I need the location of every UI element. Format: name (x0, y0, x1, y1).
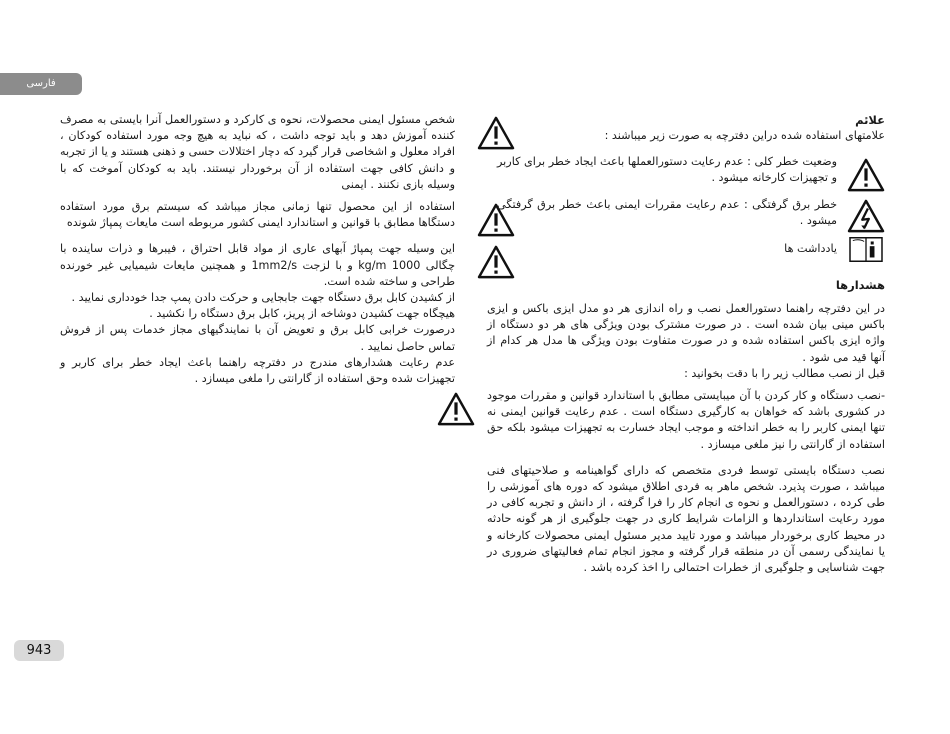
installer-qualification-text: نصب دستگاه بایستی توسط فردی متخصص که دارای گواهینامه و صلاحیتهای فنی میباشد ، صورت پذیرد. شخص ماهر به فردی اطلاق میشود که دوره های آموزشی را طی کرده ، دستورالعمل و نحوه ی انجام کار را فرا گرفته ، از دانش و تجربه کافی در مورد رعایت استانداردها و الزامات شرایط کاری در جهت جلوگیری از هر گونه حادثه در محیط کاری برخوردار میباشد و مورد تایید مدیر مسئول ایمنی محصولات کارخانه و یا نمایندگی رسمی آن در منطقه قرار گرفته و مجوز انجام تمام فعالیتهای ضروری در جهت شناسایی و جلوگیری از خطرات احتمالی را اخذ کرده باشد . (487, 463, 885, 575)
before-install-text: قبل از نصب مطالب زیر را با دقت بخوانید : (684, 366, 885, 380)
general-danger-item (487, 154, 885, 186)
electric-danger-item (487, 197, 885, 229)
install-warning-text: -نصب دستگاه و کار کردن با آن میبایستی مطابق با استاندارد قوانین و مقررات موجود در کشوری باشد که خواهان به کارگیری دستگاه است . عدم رعایت قوانین ایمنی نه تنها ایمنی کاربر را به خطر انداخته و موجب ایجاد خسارت به تجهیزات میشود بلکه حق استفاده از گارانتی را نیز ملغی میسازد . (487, 389, 885, 451)
warnings-intro: در این دفترچه راهنما دستورالعمل نصب و راه اندازی هر دو مدل ایزی باکس و ایزی باکس مینی بیان شده است . در صورت مشترک بودن ویژگی های هر دو دستگاه از واژه ایزی باکس استفاده شده و در صورت متفاوت بودن ویژگی ها مدل هر کدام از آنها قید می شود . (487, 302, 885, 364)
electric-hazard-icon (847, 199, 885, 233)
warranty-void-warning: عدم رعایت هشدارهای مندرج در دفترچه راهنما باعث ایجاد خطر برای کاربر و تجهیزات شده وحق استفاده از گارانتی را ملغی میسازد . (60, 355, 455, 386)
page-number: 943 (14, 640, 64, 661)
plug-pulling-warning: هیچگاه جهت کشیدن دوشاخه از پریز، کابل برق دستگاه را نکشید . (149, 307, 455, 321)
symbols-heading: علائم (855, 113, 885, 127)
install-warning-item (487, 388, 885, 453)
safety-responsibility-block (60, 112, 513, 193)
electrical-compliance-text: استفاده از این محصول تنها زمانی مجاز میباشد که سیستم برق مورد استفاده دستگاها مطابق با قوانین و استاندارد ایمنی کشور مربوطه است مایعات پمپاژ شونده (60, 200, 455, 230)
notes-text: یادداشت ها (784, 242, 837, 256)
language-tab: فارسی (0, 73, 82, 95)
electrical-compliance-block (60, 199, 513, 231)
warnings-heading: هشدارها (835, 278, 885, 293)
right-column (487, 112, 885, 576)
symbols-intro: علامتهای استفاده شده دراین دفترچه به صورت زیر میباشند : (604, 129, 885, 142)
general-danger-text: وضعیت خطر کلی : عدم رعایت دستورالعملها باعث ایجاد خطر برای کاربر و تجهیزات کارخانه میشود . (497, 155, 837, 185)
left-column (60, 112, 455, 387)
pumped-liquids-block (60, 241, 513, 387)
warning-triangle-icon (437, 392, 475, 426)
notes-item (487, 233, 885, 269)
info-book-icon (847, 233, 885, 265)
liquids-spec-text: این وسیله جهت پمپاژ آبهای عاری از مواد قابل احتراق ، فیبرها و ذرات ساینده با چگالی kg/m 1000 و با لزجت 1mm2/s و همچنین مایعات شیمیایی غیر خورنده طراحی و ساخته شده است. (60, 242, 456, 288)
warning-triangle-icon (847, 158, 885, 192)
cable-moving-warning: از کشیدن کابل برق دستگاه جهت جابجایی و حرکت دادن پمپ جدا خودداری نمایید . (71, 291, 455, 305)
cable-damage-warning: درصورت خرابی کابل برق و تعویض آن با نمایندگیهای مجاز خدمات پس از فروش تماس حاصل نمایید . (60, 323, 455, 353)
electric-danger-text: خطر برق گرفتگی : عدم رعایت مقررات ایمنی باعث خطر برق گرفتگی میشود . (497, 197, 837, 227)
safety-responsibility-text: شخص مسئول ایمنی محصولات، نحوه ی کارکرد و دستورالعمل آنرا بایستی به مصرف کننده آموزش دهد و باید توجه داشت ، که نباید به هیچ وجه مورد استفاده کودکان ، افراد معلول و اشخاصی قرار گیرد که دچار اختلالات حسی و ذهنی هستند و یا از تجربه و دانش کافی جهت استفاده از آن برخوردار نیستند. باید به کودکان آموخت که با وسیله بازی نکنند . ایمنی (60, 113, 455, 191)
